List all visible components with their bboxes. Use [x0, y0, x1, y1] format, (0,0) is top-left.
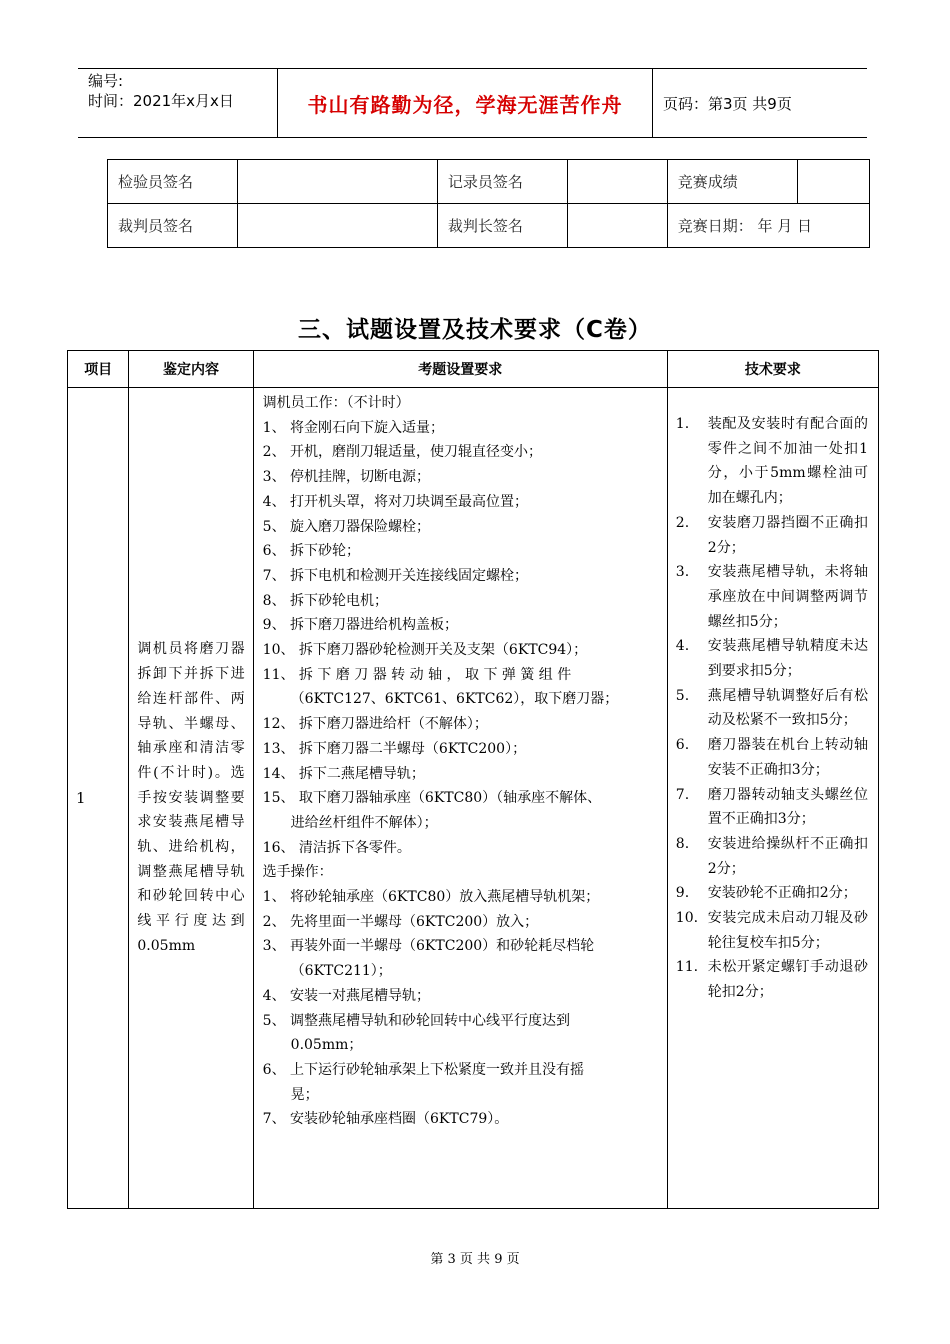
score-label: 竞赛成绩	[667, 160, 797, 204]
tech-item-text: 磨刀器转动轴支头螺丝位置不正确扣3分；	[707, 786, 868, 828]
setting-line: 2、 先将里面一半螺母（6KTC200）放入；	[262, 913, 539, 930]
setting-line: 7、 拆下电机和检测开关连接线固定螺栓；	[262, 567, 529, 584]
header-setting: 考题设置要求	[253, 351, 667, 388]
tech-item	[676, 906, 868, 955]
tech-item-text: 安装磨刀器挡圈不正确扣2分；	[707, 514, 868, 556]
tech-item-text: 燕尾槽导轨调整好后有松动及松紧不一致扣5分；	[707, 687, 868, 729]
setting-line: 4、 安装一对燕尾槽导轨；	[262, 987, 431, 1004]
tech-item	[676, 955, 868, 1004]
assessment-content: 调机员将磨刀器拆卸下并拆下进给连杆部件、两导轨、半螺母、轴承座和清洁零件(不计时)。选手按安装调整要求安装燕尾槽导轨、进给机构，调整燕尾槽导轨和砂轮回转中心线平行度达到0.05mm	[129, 388, 253, 1209]
tech-item-text: 磨刀器装在机台上转动轴安装不正确扣3分；	[707, 737, 868, 778]
recorder-signature-label: 记录员签名	[437, 160, 567, 204]
requirements-table	[67, 350, 879, 1209]
tech-item-number: 8.	[675, 835, 690, 852]
tech-item-number: 1.	[675, 416, 690, 432]
setting-line: 14、 拆下二燕尾槽导轨；	[262, 765, 425, 782]
code-label: 编号:	[88, 72, 124, 90]
setting-line: 1、 将砂轮轴承座（6KTC80）放入燕尾槽导轨机架；	[262, 889, 600, 906]
referee-signature-label: 裁判员签名	[108, 204, 238, 248]
tech-item-text: 安装进给操纵杆不正确扣2分；	[707, 835, 868, 877]
tech-item	[676, 881, 868, 906]
setting-line: 调机员工作：（不计时）	[262, 395, 410, 411]
chief-referee-signature-label: 裁判长签名	[437, 204, 567, 248]
competition-date-label: 竞赛日期： 年 月 日	[667, 204, 869, 248]
tech-item-number: 5.	[675, 687, 690, 704]
setting-line: 6、 上下运行砂轮轴承架上下松紧度一致并且没有摇	[262, 1061, 585, 1078]
setting-line: （6KTC211）；	[290, 963, 392, 980]
signature-table	[107, 159, 870, 248]
tech-item	[676, 684, 868, 733]
setting-line: 0.05mm；	[290, 1037, 363, 1054]
tech-item-number: 10.	[675, 910, 699, 927]
header-item: 项目	[68, 351, 129, 388]
header-motto: 书山有路勤为径，学海无涯苦作舟	[278, 69, 653, 137]
tech-item-text: 安装燕尾槽导轨精度未达到要求扣5分；	[707, 638, 868, 680]
setting-line: 8、 拆下砂轮电机；	[262, 592, 389, 609]
time-label: 时间：2021年x月x日	[88, 92, 234, 110]
header-content: 鉴定内容	[129, 351, 253, 388]
setting-line: 3、 再装外面一半螺母（6KTC200）和砂轮耗尽档轮	[262, 938, 595, 955]
setting-line: 11、 拆 下 磨 刀 器 转 动 轴 ， 取 下 弹 簧 组 件	[262, 666, 572, 683]
tech-item-text: 安装完成未启动刀辊及砂轮往复校车扣5分；	[707, 910, 868, 951]
section-title: 三、试题设置及技术要求（C卷）	[298, 317, 652, 343]
tech-item-number: 4.	[675, 638, 690, 655]
item-number: 1	[68, 388, 129, 1209]
tech-item	[676, 832, 868, 881]
tech-list	[676, 412, 868, 1005]
signature-row	[108, 160, 870, 204]
setting-line: 选手操作：	[262, 864, 333, 881]
setting-line: 进给丝杆组件不解体）；	[290, 814, 438, 831]
setting-line: 6、 拆下砂轮；	[262, 543, 361, 560]
setting-line: 7、 安装砂轮轴承座档圈（6KTC79）。	[262, 1111, 509, 1128]
score-field[interactable]	[797, 160, 869, 204]
tech-item-number: 6.	[675, 737, 690, 754]
setting-requirements	[253, 388, 667, 1209]
setting-line: 4、 打开机头罩，将对刀块调至最高位置；	[262, 493, 529, 510]
setting-line: 12、 拆下磨刀器进给杆（不解体）；	[262, 716, 488, 733]
inspector-signature-label: 检验员签名	[108, 160, 238, 204]
tech-item-text: 未松开紧定螺钉手动退砂轮扣2分；	[707, 959, 868, 1001]
tech-item	[676, 412, 868, 511]
chief-referee-signature-field[interactable]	[567, 204, 667, 248]
table-row	[68, 388, 879, 1209]
tech-item	[676, 634, 868, 683]
tech-item-number: 11.	[675, 959, 699, 976]
setting-line: （6KTC127、6KTC61、6KTC62），取下磨刀器；	[290, 691, 619, 708]
table-header-row	[68, 351, 879, 388]
setting-line: 1、 将金刚石向下旋入适量；	[262, 419, 445, 436]
recorder-signature-field[interactable]	[567, 160, 667, 204]
tech-item	[676, 733, 868, 782]
tech-item-text: 装配及安装时有配合面的零件之间不加油一处扣1分，小于5mm螺栓油可加在螺孔内；	[707, 416, 868, 507]
inspector-signature-field[interactable]	[237, 160, 437, 204]
tech-item	[676, 560, 868, 634]
header-tech: 技术要求	[667, 351, 878, 388]
header-page-label: 页码：第3页 共9页	[663, 94, 792, 113]
tech-item	[676, 511, 868, 560]
setting-line: 16、 清洁拆下各零件。	[262, 839, 411, 856]
tech-item-number: 9.	[675, 885, 690, 902]
setting-line: 晃；	[290, 1086, 319, 1103]
setting-line: 2、 开机，磨削刀辊适量，使刀辊直径变小；	[262, 444, 543, 461]
tech-item-number: 2.	[675, 514, 690, 531]
document-header	[78, 68, 867, 138]
tech-item	[676, 783, 868, 832]
setting-line: 9、 拆下磨刀器进给机构盖板；	[262, 617, 459, 634]
tech-item-text: 安装砂轮不正确扣2分；	[707, 885, 857, 902]
tech-item-text: 安装燕尾槽导轨，未将轴承座放在中间调整两调节螺丝扣5分；	[707, 564, 868, 630]
setting-line: 5、 旋入磨刀器保险螺栓；	[262, 518, 431, 535]
referee-signature-field[interactable]	[237, 204, 437, 248]
tech-item-number: 7.	[675, 786, 690, 803]
technical-requirements	[667, 388, 878, 1209]
setting-line: 3、 停机挂牌，切断电源；	[262, 469, 431, 486]
tech-item-number: 3.	[675, 564, 690, 581]
signature-row	[108, 204, 870, 248]
setting-line: 5、 调整燕尾槽导轨和砂轮回转中心线平行度达到	[262, 1012, 571, 1029]
setting-line: 15、 取下磨刀器轴承座（6KTC80）（轴承座不解体、	[262, 790, 602, 807]
page-footer: 第 3 页 共 9 页	[430, 1252, 520, 1267]
setting-line: 13、 拆下磨刀器二半螺母（6KTC200）；	[262, 740, 527, 757]
header-meta	[78, 69, 278, 137]
setting-line: 10、 拆下磨刀器砂轮检测开关及支架（6KTC94）；	[262, 642, 588, 659]
